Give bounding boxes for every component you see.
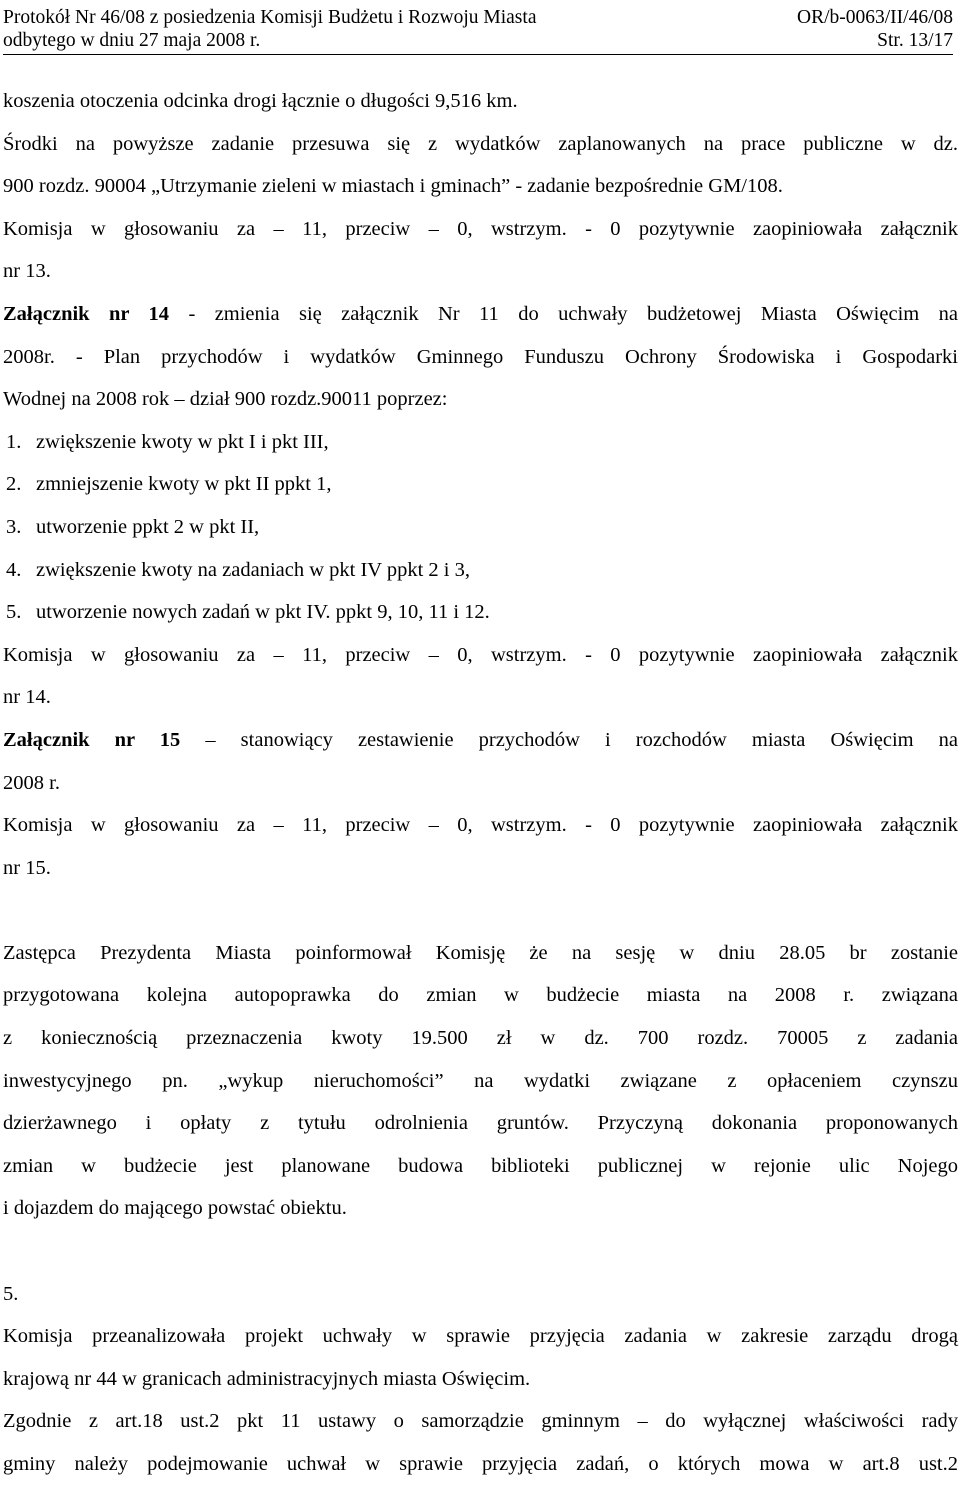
paragraph-gap [3, 1230, 958, 1273]
list-item-text: zmniejszenie kwoty w pkt II ppkt 1, [36, 473, 332, 496]
list-item-number: 2. [6, 473, 22, 496]
paragraph-gap [3, 889, 958, 932]
text-line: 2008r. - Plan przychodów i wydatków Gminnego Funduszu Ochrony Środowiska i Gospodarki [3, 345, 958, 368]
text-line: 2008 r. [3, 771, 60, 794]
list-item-number: 5. [6, 601, 22, 624]
text-line: Wodnej na 2008 rok – dział 900 rozdz.90011 poprzez: [3, 388, 448, 411]
attachment-14-text: - zmienia się załącznik Nr 11 do uchwały budżetowej Miasta Oświęcim na [169, 302, 958, 325]
paragraph-line: Komisja przeanalizowała projekt uchwały w sprawie przyjęcia zadania w zakresie zarządu drogą [3, 1325, 958, 1348]
numbered-list [3, 421, 958, 634]
paragraph-line: Zgodnie z art.18 ust.2 pkt 11 ustawy o samorządzie gminnym – do wyłącznej właściwości rady [3, 1410, 958, 1433]
list-item [3, 421, 958, 464]
paragraph-line: dzierżawnego i opłaty z tytułu odrolnienia gruntów. Przyczyną dokonania proponowanych [3, 1112, 958, 1135]
list-item [3, 549, 958, 592]
list-item [3, 591, 958, 634]
text-line: koszenia otoczenia odcinka drogi łącznie o długości 9,516 km. [3, 90, 518, 112]
list-item-number: 3. [6, 515, 22, 538]
paragraph-line: gminy należy podejmowanie uchwał w sprawie przyjęcia zadań, o których mowa w art.8 ust.2 [3, 1453, 958, 1475]
paragraph-line: inwestycyjnego pn. „wykup nieruchomości” na wydatki związane z opłaceniem czynszu [3, 1069, 958, 1092]
list-item-number: 4. [6, 558, 22, 581]
document-body [3, 80, 958, 1486]
protocol-title: Protokół Nr 46/08 z posiedzenia Komisji Budżetu i Rozwoju Miasta [3, 7, 537, 28]
text-line: nr 14. [3, 686, 51, 709]
paragraph-line: Zastępca Prezydenta Miasta poinformował Komisję że na sesję w dniu 28.05 br zostanie [3, 941, 958, 964]
text-line: nr 15. [3, 856, 51, 879]
list-item-text: zwiększenie kwoty w pkt I i pkt III, [36, 430, 329, 453]
paragraph-line: krajową nr 44 w granicach administracyjnych miasta Oświęcim. [3, 1367, 531, 1390]
attachment-14-label: Załącznik nr 14 [3, 302, 170, 325]
meeting-date: odbytego w dniu 27 maja 2008 r. [3, 30, 261, 51]
list-item-text: utworzenie ppkt 2 w pkt II, [36, 515, 260, 538]
page-header [3, 6, 953, 55]
section-number: 5. [3, 1282, 19, 1305]
list-item-text: utworzenie nowych zadań w pkt IV. ppkt 9, 10, 11 i 12. [36, 601, 490, 624]
vote-result-line: Komisja w głosowaniu za – 11, przeciw – 0, wstrzym. - 0 pozytywnie zaopiniowała załącznik [3, 814, 958, 837]
text-line: nr 13. [3, 260, 51, 283]
attachment-14-line [3, 293, 958, 336]
paragraph-line: i dojazdem do mającego powstać obiektu. [3, 1197, 347, 1220]
vote-result-line: Komisja w głosowaniu za – 11, przeciw – 0, wstrzym. - 0 pozytywnie zaopiniowała załącznik [3, 643, 958, 666]
document-reference: OR/b-0063/II/46/08 [797, 7, 953, 28]
paragraph-line: zmian w budżecie jest planowane budowa biblioteki publicznej w rejonie ulic Nojego [3, 1154, 958, 1177]
paragraph-line: przygotowana kolejna autopoprawka do zmian w budżecie miasta na 2008 r. związana [3, 984, 958, 1007]
vote-result-line: Komisja w głosowaniu za – 11, przeciw – 0, wstrzym. - 0 pozytywnie zaopiniowała załącznik [3, 217, 958, 240]
header-row-1 [3, 6, 953, 29]
page-number: Str. 13/17 [877, 30, 953, 51]
attachment-15-label: Załącznik nr 15 [3, 728, 181, 751]
paragraph-line: z koniecznością przeznaczenia kwoty 19.500 zł w dz. 700 rozdz. 70005 z zadania [3, 1027, 958, 1050]
attachment-15-text: – stanowiący zestawienie przychodów i rozchodów miasta Oświęcim na [180, 728, 958, 751]
text-line: Środki na powyższe zadanie przesuwa się z wydatków zaplanowanych na prace publiczne w dz. [3, 132, 958, 155]
list-item-number: 1. [6, 430, 22, 453]
text-line: 900 rozdz. 90004 „Utrzymanie zieleni w miastach i gminach” - zadanie bezpośrednie GM/108. [3, 175, 783, 198]
list-item [3, 463, 958, 506]
attachment-15-line [3, 719, 958, 762]
list-item-text: zwiększenie kwoty na zadaniach w pkt IV ppkt 2 i 3, [36, 558, 470, 581]
list-item [3, 506, 958, 549]
header-row-2 [3, 29, 953, 52]
